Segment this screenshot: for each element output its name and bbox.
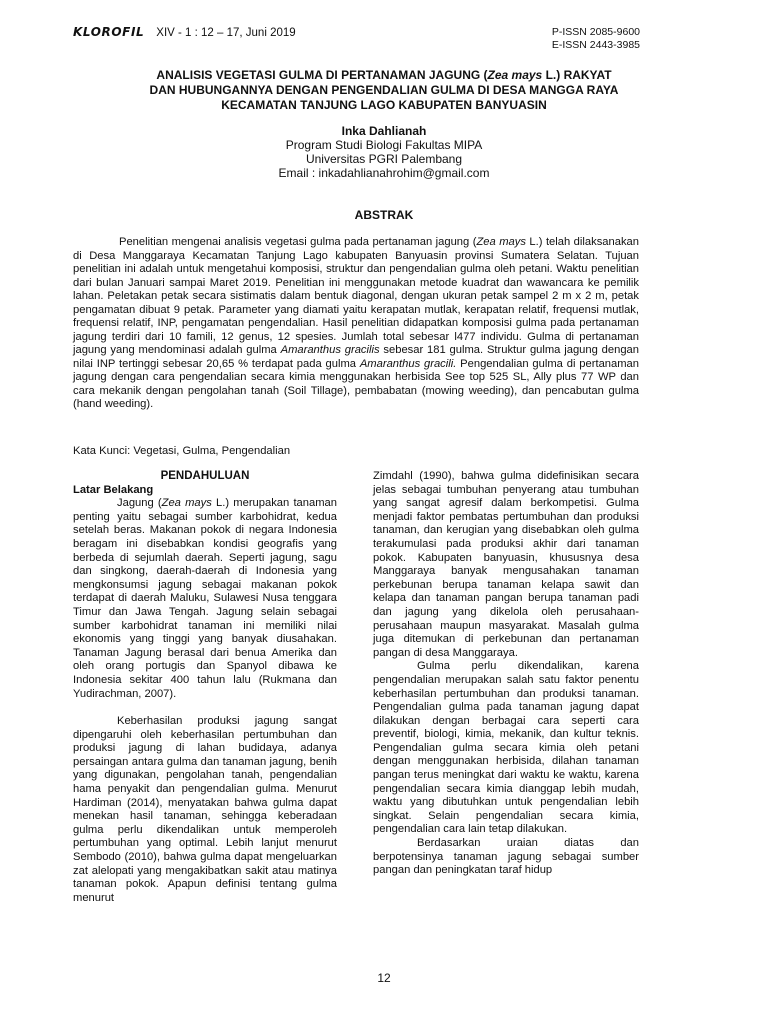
abstract-text: Penelitian mengenai analisis vegetasi gulma pada pertanaman jagung (Zea mays L.) telah dilaksanakan di Desa Manggaraya Kecamatan Tanjung Lago kabupaten Banyuasin provinsi Sumatera Selatan. Tujuan penelitian ini adalah untuk mengetahui komposisi, struktur dan pengendalian gulma oleh petani. Waktu penelitian dari bulan Januari sampai Maret 2019. Penelitian ini menggunakan metode kuadrat dan wawancara ke pemilik lahan. Peletakan petak secara sistimatis dalam bentuk diagonal, dengan ukuran petak sampel 2 m x 2 m, petak pengamatan dibuat 9 petak. Parameter yang diamati yaitu kerapatan mutlak, kerapatan relatif, frequensi mutlak, frequensi relatif, INP, pengamatan pengendalian. Hasil penelitian didapatkan komposisi gulma pada pertanaman jagung terdiri dari 10 famili, 12 genus, 12 spesies. Jumlah total sebesar l477 individu. Gulma di pertanaman jagung yang mendominasi adalah gulma Amaranthus gracilis sebesar 181 gulma. Struktur gulma jagung dengan nilai INP tertinggi sebesar 20,65 % terdapat pada gulma Amaranthus gracili. Pengendalian gulma di pertanaman jagung dengan cara pengendalian secara kimia menggunakan herbisida See top 525 SL, Ally plus 77 WP dan cara mekanik dengan pengolahan tanah (Soil Tillage), pembabatan (mowing weeding), dan pencabutan gulma (hand weeding). xyxy=(73,236,639,410)
page-number: 12 xyxy=(377,971,391,985)
author-name: Inka Dahlianah xyxy=(341,124,427,138)
paragraph: Keberhasilan produksi jagung sangat dipengaruhi oleh keberhasilan pertumbuhan dan produksi jagung di lahan budidaya, adanya persaingan antara gulma dan tanaman jagung, benih yang digunakan, pengolahan tanah, pengendalian hama penyakit dan pengendalian gulma. Menurut Hardiman (2014), menyatakan bahwa gulma dapat menekan hasil tanaman, sehingga keberadaan gulma perlu dikendalikan untuk memperoleh pertumbuhan yang optimal. Lebih lanjut menurut Sembodo (2010), bahwa gulma dapat mengeluarkan zat alelopati yang mengakibatkan sakit atau matinya tanaman pokok. Apapun definisi tentang gulma menurut xyxy=(73,715,337,904)
paragraph: Jagung (Zea mays L.) merupakan tanaman penting yaitu sebagai sumber karbohidrat, kedua setelah beras. Makanan pokok di negara Indonesia beragam ini disebabkan kondisi geografis yang berbeda di sejumlah daerah. Seperti jagung, sagu dan singkong, daerah-daerah di Indonesia yang mengkonsumsi jagung sebagai makanan pokok terdapat di daerah Maluku, Sulawesi Nusa tenggara Timur dan Jawa Tengah. Jagung selain sebagai sumber karbohidrat tanaman ini memiliki nilai ekonomis yang tinggi yang banyak diusahakan. Tanaman Jagung berasal dari benua Amerika dan oleh orang portugis dan Spanyol dibawa ke Indonesia sekitar 400 tahun lalu (Rukmana dan Yudirachman, 2007). xyxy=(73,497,337,700)
journal-name: KLOROFIL xyxy=(73,25,145,39)
title-line-1: ANALISIS VEGETASI GULMA DI PERTANAMAN JAGUNG (Zea mays L.) RAKYAT xyxy=(156,68,612,82)
keywords: Kata Kunci: Vegetasi, Gulma, Pengendalian xyxy=(73,445,291,457)
running-header xyxy=(73,25,296,39)
column-right xyxy=(373,470,639,878)
p-issn: P-ISSN 2085-9600 xyxy=(551,26,640,38)
issn-block xyxy=(552,26,640,52)
title-line-3: KECAMATAN TANJUNG LAGO KABUPATEN BANYUASIN xyxy=(221,98,547,112)
e-issn: E-ISSN 2443-3985 xyxy=(551,39,640,51)
paragraph: Gulma perlu dikendalikan, karena pengendalian merupakan salah satu faktor penentu keberhasilan pertumbuhan dan produksi tanaman. Pengendalian gulma pada tanaman jagung dapat dilakukan dengan berbagai cara seperti cara preventif, biologi, kimia, mekanik, dan kultur teknis. Pengendalian gulma secara kimia oleh petani dengan menggunakan herbisida, dilahan tanaman pangan terus meningkat dari waktu ke waktu, karena pengendalian secara kimia dianggap lebih mudah, waktu yang dibutuhkan untuk pengendalian lebih singkat. Selain pengendalian secara kimia, pengendalian cara lain tetap dilakukan. xyxy=(373,660,639,836)
author-affiliation-1: Program Studi Biologi Fakultas MIPA xyxy=(285,138,483,152)
abstract-heading: ABSTRAK xyxy=(354,208,414,222)
subsection-heading: Latar Belakang xyxy=(73,483,154,496)
author-email: Email : inkadahlianahrohim@gmail.com xyxy=(278,166,490,180)
paper-title xyxy=(60,68,708,113)
abstract-body xyxy=(73,236,639,412)
paragraph: Berdasarkan uraian diatas dan berpotensinya tanaman jagung sebagai sumber pangan dan peningkatan taraf hidup xyxy=(373,837,639,877)
author-affiliation-2: Universitas PGRI Palembang xyxy=(305,152,463,166)
column-left xyxy=(73,470,337,905)
paragraph: Zimdahl (1990), bahwa gulma didefinisikan secara jelas sebagai tumbuhan penyerang atau tumbuhan yang sangat agresif dalam berkompetisi. Gulma menjadi faktor pembatas pertumbuhan dan produksi tanaman, dan kerugian yang disebabkan oleh gulma terakumulasi pada produksi akhir dari tanaman pokok. Kabupaten banyuasin, khususnya desa Manggaraya banyak mengusahakan tanaman perkebunan berupa tanaman kelapa sawit dan kelapa dan tanaman pangan berupa tanaman padi dan jagung yang dikelola oleh perusahaan-perusahaan maupun masyarakat. Masalah gulma juga ditemukan di perkebunan dan pertanaman pangan di desa Manggaraya. xyxy=(373,470,639,659)
section-heading: PENDAHULUAN xyxy=(160,470,250,482)
issue-info: XIV - 1 : 12 – 17, Juni 2019 xyxy=(156,27,296,39)
author-block xyxy=(60,124,708,180)
title-line-2: DAN HUBUNGANNYA DENGAN PENGENDALIAN GULMA DI DESA MANGGA RAYA xyxy=(149,83,619,97)
